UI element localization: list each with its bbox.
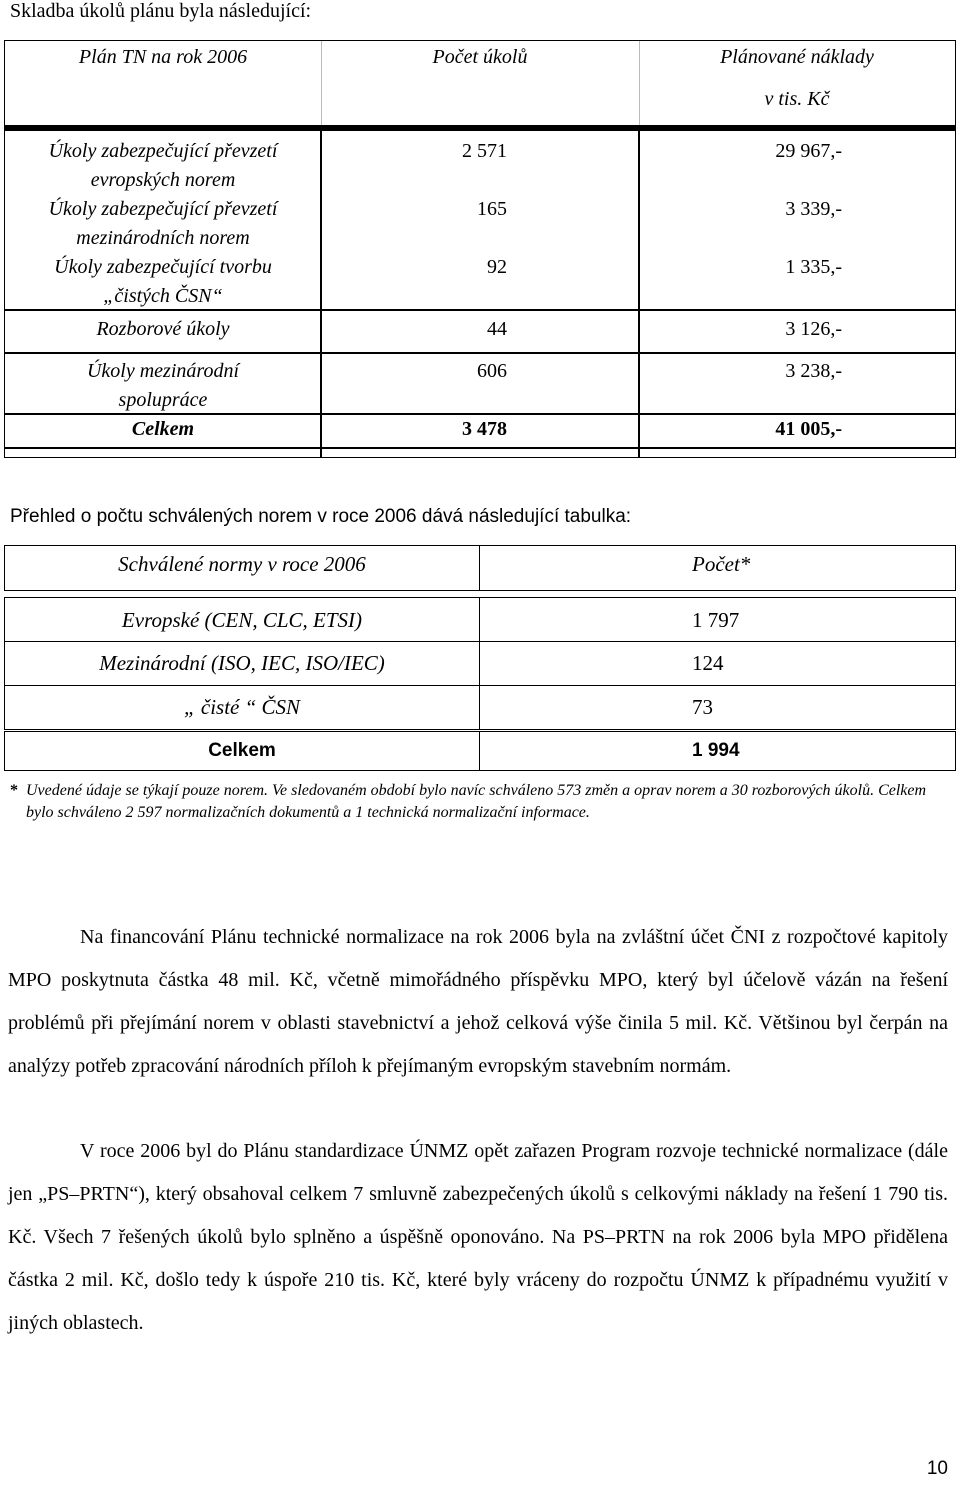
intro-text-1: Skladba úkolů plánu byla následující: — [10, 0, 312, 22]
row-label: „čistých ČSN“ — [103, 285, 223, 307]
row-label: Úkoly zabezpečující převzetí — [48, 198, 278, 220]
paragraph-text: V roce 2006 byl do Plánu standardizace ÚNMZ opět zařazen Program rozvoje technické normalizace (dále jen „PS–PRTN“), který obsahoval celkem 7 smluvně zabezpečených úkolů s celkovými náklady na řešení 1 790 tis. Kč. Všech 7 řešených úkolů bylo splněno a úspěšně oponováno. Na PS–PRTN na rok 2006 byla MPO přidělena částka 2 mil. Kč, došlo tedy k úspoře 210 tis. Kč, které byly vráceny do rozpočtu ÚNMZ k případnému využití v jiných oblastech. — [8, 1140, 948, 1334]
header-plan: Plán TN na rok 2006 — [78, 46, 248, 68]
table-row — [4, 685, 956, 730]
row-cost: 29 967,- — [775, 140, 842, 162]
total-label: Celkem — [131, 418, 195, 440]
intro-text-2: Přehled o počtu schválených norem v roce 2006 dává následující tabulka: — [10, 506, 632, 527]
paragraph-text: Na financování Plánu technické normalizace na rok 2006 byla na zvláštní účet ČNI z rozpočtové kapitoly MPO poskytnuta částka 48 mil. Kč, včetně mimořádného příspěvku MPO, který byl účelově vázán na řešení problémů při přejímání norem v oblasti stavebnictví a jehož celková výše činila 5 mil. Kč. Většinou byl čerpán na analýzy potřeb zpracování národních příloh k přejímaným evropským stavebním normám. — [8, 926, 948, 1077]
header-cost-unit: v tis. Kč — [764, 88, 830, 110]
row-label: mezinárodních norem — [76, 227, 250, 249]
table-footnote — [10, 780, 956, 824]
row-label: Evropské (CEN, CLC, ETSI) — [4, 597, 480, 642]
row-cost: 3 126,- — [785, 318, 842, 340]
total-count: 3 478 — [462, 418, 507, 440]
total-row — [4, 731, 956, 771]
plan-tasks-table — [4, 40, 956, 458]
header-count: Počet* — [480, 545, 956, 591]
header-standards: Schválené normy v roce 2006 — [4, 545, 480, 591]
header-cost: Plánované náklady — [720, 46, 874, 68]
header-separator — [5, 125, 955, 131]
row-label: Úkoly zabezpečující převzetí — [48, 140, 278, 162]
row-count: 606 — [477, 360, 507, 382]
header-count: Počet úkolů — [432, 46, 528, 68]
approved-standards-table — [4, 545, 956, 770]
column-divider — [638, 129, 640, 457]
total-label: Celkem — [4, 731, 480, 771]
row-value: 1 797 — [480, 597, 956, 642]
row-cost: 3 238,- — [785, 360, 842, 382]
table-row — [4, 597, 956, 642]
row-label: Mezinárodní (ISO, IEC, ISO/IEC) — [4, 641, 480, 686]
row-count: 2 571 — [462, 140, 507, 162]
row-value: 73 — [480, 685, 956, 730]
row-count: 44 — [487, 318, 507, 340]
row-separator — [5, 447, 955, 449]
row-cost: 3 339,- — [785, 198, 842, 220]
total-cost: 41 005,- — [775, 418, 842, 440]
footnote-star: * — [10, 782, 18, 799]
table-row — [4, 641, 956, 686]
row-value: 124 — [480, 641, 956, 686]
row-label: evropských norem — [90, 169, 236, 191]
footnote-text: Uvedené údaje se týkají pouze norem. Ve sledovaném období bylo navíc schváleno 573 změn a oprav norem a 30 rozborových úkolů. Celkem bylo schváleno 2 597 normalizačních dokumentů a 1 technická normalizační informace. — [26, 782, 927, 821]
page-number: 10 — [926, 1458, 948, 1479]
table-header-row — [4, 545, 956, 591]
row-separator — [5, 352, 955, 354]
row-label: Rozborové úkoly — [96, 318, 230, 340]
row-separator — [5, 309, 955, 311]
row-cost: 1 335,- — [785, 256, 842, 278]
row-count: 165 — [477, 198, 507, 220]
row-label: Úkoly zabezpečující tvorbu — [54, 256, 272, 278]
row-label: spolupráce — [118, 389, 208, 411]
paragraph-program — [8, 1130, 948, 1345]
row-count: 92 — [487, 256, 507, 278]
paragraph-financing — [8, 916, 948, 1088]
row-label: Úkoly mezinárodní — [86, 360, 239, 382]
row-label: „ čisté “ ČSN — [4, 685, 480, 730]
total-value: 1 994 — [480, 731, 956, 771]
